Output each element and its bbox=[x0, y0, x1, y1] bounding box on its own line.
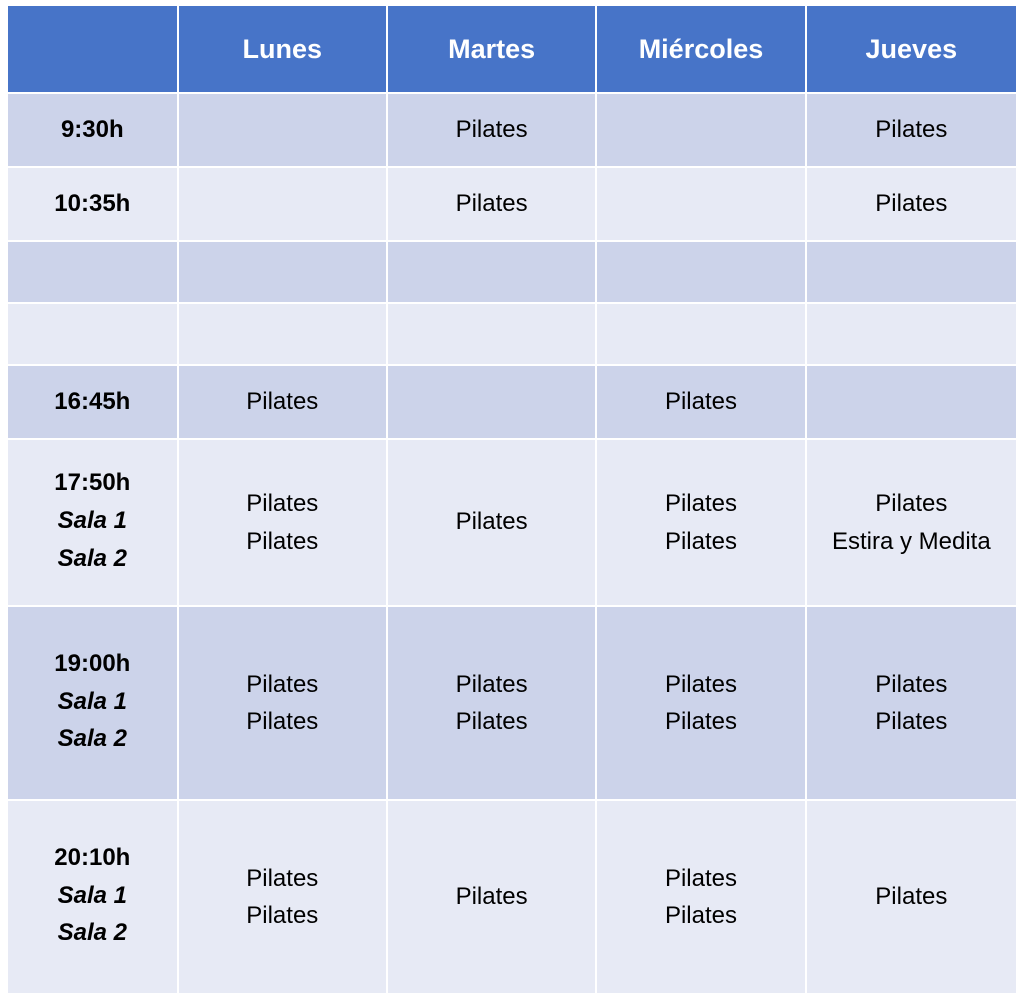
class-entry: Pilates bbox=[875, 190, 948, 218]
table-row bbox=[8, 242, 1016, 304]
cell-miercoles bbox=[597, 607, 806, 801]
class-entry-sala-1: Pilates bbox=[455, 882, 528, 910]
class-entry: Pilates bbox=[455, 190, 528, 218]
table-header bbox=[8, 6, 1016, 94]
class-entry bbox=[597, 204, 804, 205]
row-time-cell bbox=[8, 607, 179, 801]
class-entry-sala-1: Pilates bbox=[875, 490, 948, 518]
class-entry bbox=[807, 402, 1016, 403]
class-entry-sala-1: Pilates bbox=[875, 670, 948, 698]
class-entry: Pilates bbox=[875, 116, 948, 144]
class-entry-sala-2: Pilates bbox=[875, 708, 948, 735]
table-row bbox=[8, 607, 1016, 801]
class-entry bbox=[179, 204, 386, 205]
class-entry bbox=[388, 334, 595, 335]
row-time-label: 17:50h bbox=[54, 469, 131, 497]
cell-lunes bbox=[179, 304, 388, 366]
class-entry-sala-2: Pilates bbox=[664, 902, 737, 929]
cell-martes bbox=[388, 94, 597, 168]
class-entry-sala-1: Pilates bbox=[246, 864, 319, 892]
cell-jueves bbox=[807, 801, 1016, 995]
cell-miercoles bbox=[597, 94, 806, 168]
cell-miercoles bbox=[597, 440, 806, 607]
cell-jueves bbox=[807, 168, 1016, 242]
class-entry-sala-1: Pilates bbox=[664, 490, 737, 518]
class-entry bbox=[807, 334, 1016, 335]
class-entry-sala-1: Pilates bbox=[455, 670, 528, 698]
row-time-label: 9:30h bbox=[60, 116, 124, 143]
header-day-miercoles: Miércoles bbox=[597, 6, 806, 94]
header-row bbox=[8, 6, 1016, 94]
class-entry: Pilates bbox=[455, 116, 528, 144]
row-time-label: 19:00h bbox=[54, 649, 131, 677]
cell-martes bbox=[388, 440, 597, 607]
table-row bbox=[8, 801, 1016, 995]
cell-jueves bbox=[807, 242, 1016, 304]
room-label-sala-1: Sala 1 bbox=[57, 881, 127, 909]
cell-martes bbox=[388, 366, 597, 440]
table-row bbox=[8, 94, 1016, 168]
class-entry-sala-1: Pilates bbox=[246, 670, 319, 698]
room-label-sala-2: Sala 2 bbox=[57, 919, 127, 946]
table-body bbox=[8, 94, 1016, 995]
cell-miercoles bbox=[597, 366, 806, 440]
row-time-label: 10:35h bbox=[54, 190, 131, 217]
cell-jueves bbox=[807, 440, 1016, 607]
class-entry-sala-2: Estira y Medita bbox=[831, 527, 991, 555]
class-entry bbox=[179, 130, 386, 131]
room-label-sala-2: Sala 2 bbox=[57, 544, 127, 572]
cell-jueves bbox=[807, 304, 1016, 366]
class-entry-sala-1: Pilates bbox=[875, 882, 948, 910]
room-label-sala-2: Sala 2 bbox=[57, 725, 127, 752]
cell-miercoles bbox=[597, 168, 806, 242]
row-time-cell bbox=[8, 440, 179, 607]
class-entry-sala-1: Pilates bbox=[455, 508, 528, 536]
cell-jueves bbox=[807, 366, 1016, 440]
cell-martes bbox=[388, 242, 597, 304]
row-time-label: 20:10h bbox=[54, 843, 131, 871]
header-day-lunes: Lunes bbox=[179, 6, 388, 94]
class-entry bbox=[388, 402, 595, 403]
cell-martes bbox=[388, 607, 597, 801]
cell-martes bbox=[388, 801, 597, 995]
class-entry-sala-2: Pilates bbox=[246, 708, 319, 735]
class-entry bbox=[597, 272, 804, 273]
table-row bbox=[8, 366, 1016, 440]
class-entry bbox=[807, 272, 1016, 273]
class-entry: Pilates bbox=[246, 388, 319, 416]
class-entry-sala-1: Pilates bbox=[246, 490, 319, 518]
row-time-label: 16:45h bbox=[54, 388, 131, 415]
cell-martes bbox=[388, 168, 597, 242]
row-time-cell bbox=[8, 366, 179, 440]
cell-lunes bbox=[179, 801, 388, 995]
table-row bbox=[8, 168, 1016, 242]
cell-lunes bbox=[179, 440, 388, 607]
cell-martes bbox=[388, 304, 597, 366]
cell-jueves bbox=[807, 94, 1016, 168]
class-entry-sala-2: Pilates bbox=[246, 902, 319, 929]
table-row bbox=[8, 304, 1016, 366]
cell-jueves bbox=[807, 607, 1016, 801]
class-schedule-table bbox=[8, 6, 1016, 995]
class-entry bbox=[179, 334, 386, 335]
row-time-cell bbox=[8, 801, 179, 995]
cell-miercoles bbox=[597, 304, 806, 366]
class-entry-sala-1: Pilates bbox=[664, 864, 737, 892]
class-entry bbox=[388, 272, 595, 273]
row-time-cell bbox=[8, 94, 179, 168]
class-entry bbox=[597, 130, 804, 131]
room-label-sala-1: Sala 1 bbox=[57, 507, 127, 535]
class-entry-sala-2 bbox=[388, 915, 595, 916]
class-entry-sala-2: Pilates bbox=[664, 708, 737, 735]
header-day-jueves: Jueves bbox=[807, 6, 1016, 94]
class-entry bbox=[597, 334, 804, 335]
cell-lunes bbox=[179, 242, 388, 304]
class-entry-sala-2: Pilates bbox=[664, 527, 737, 555]
cell-lunes bbox=[179, 94, 388, 168]
room-label-sala-1: Sala 1 bbox=[57, 687, 127, 715]
class-entry-sala-2: Pilates bbox=[246, 527, 319, 555]
cell-miercoles bbox=[597, 801, 806, 995]
row-time-cell bbox=[8, 304, 179, 366]
class-entry bbox=[179, 272, 386, 273]
header-day-martes: Martes bbox=[388, 6, 597, 94]
header-corner-cell bbox=[8, 6, 179, 94]
cell-miercoles bbox=[597, 242, 806, 304]
cell-lunes bbox=[179, 366, 388, 440]
table-row bbox=[8, 440, 1016, 607]
row-time-cell bbox=[8, 242, 179, 304]
class-entry-sala-2: Pilates bbox=[455, 708, 528, 735]
cell-lunes bbox=[179, 607, 388, 801]
class-entry: Pilates bbox=[664, 388, 737, 416]
class-entry-sala-2 bbox=[807, 915, 1016, 916]
class-entry-sala-1: Pilates bbox=[664, 670, 737, 698]
row-time-cell bbox=[8, 168, 179, 242]
class-entry-sala-2 bbox=[388, 541, 595, 542]
cell-lunes bbox=[179, 168, 388, 242]
